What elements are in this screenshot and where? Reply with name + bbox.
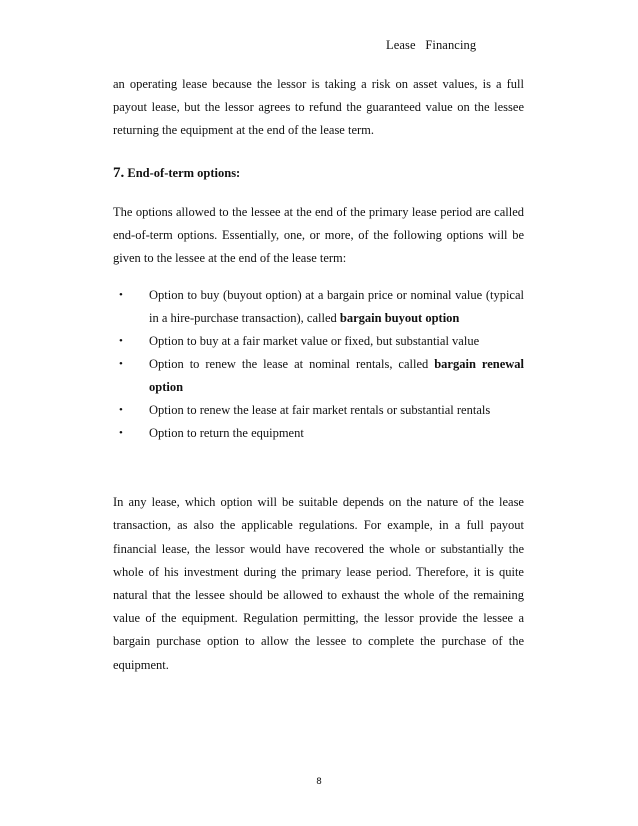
option-item-renewal — [113, 353, 524, 399]
option-item-market-renewal — [113, 399, 524, 422]
option-item-return — [113, 422, 524, 445]
option-text: Option to buy (buyout option) at a bargain price or nominal value (typical in a hire-purchase transaction), called — [149, 288, 524, 326]
option-text: Option to return the equipment — [149, 426, 304, 441]
option-emphasis: bargain renewal option — [149, 357, 524, 395]
option-item-fair-value-buy — [113, 330, 524, 353]
option-text: Option to renew the lease at nominal rentals, called — [149, 357, 435, 372]
section-number: 7. — [113, 164, 125, 181]
option-item-buyout — [113, 284, 524, 330]
section-heading — [113, 162, 524, 185]
bullet-icon: • — [119, 335, 123, 348]
options-list — [113, 284, 524, 445]
bullet-icon: • — [119, 289, 123, 302]
option-text: Option to buy at a fair market value or fixed, but substantial value — [149, 334, 480, 349]
intro-paragraph: The options allowed to the lessee at the end of the primary lease period are called end-of-term options. Essentially, one, or more, of the following options will be given to the lessee at the end of the lease term: — [113, 204, 524, 266]
page-number: 8 — [316, 776, 322, 787]
bullet-icon: • — [119, 427, 123, 440]
option-emphasis: bargain buyout option — [339, 311, 460, 326]
option-text: Option to renew the lease at fair market rentals or substantial rentals — [149, 403, 491, 418]
closing-paragraph: In any lease, which option will be suitable depends on the nature of the lease transaction, as also the applicable regulations. For example, in a full payout financial lease, the lessor would have recovered the whole or substantially the whole of his investment during the primary lease period. Therefore, it is quite natural that the lessee should be allowed to exhaust the whole of the remaining value of the equipment. Regulation permitting, the lessor provide the lessee a bargain purchase option to allow the lessee to complete the purchase of the equipment. — [113, 495, 524, 672]
running-header: Lease Financing — [386, 38, 477, 52]
section-title: End-of-term options: — [127, 165, 241, 180]
page-body — [113, 73, 524, 677]
bullet-icon: • — [119, 358, 123, 371]
opening-paragraph: an operating lease because the lessor is taking a risk on asset values, is a full payout lease, but the lessor agrees to refund the guaranteed value on the lessee returning the equipment at the end of the lease term. — [113, 77, 524, 138]
bullet-icon: • — [119, 404, 123, 417]
